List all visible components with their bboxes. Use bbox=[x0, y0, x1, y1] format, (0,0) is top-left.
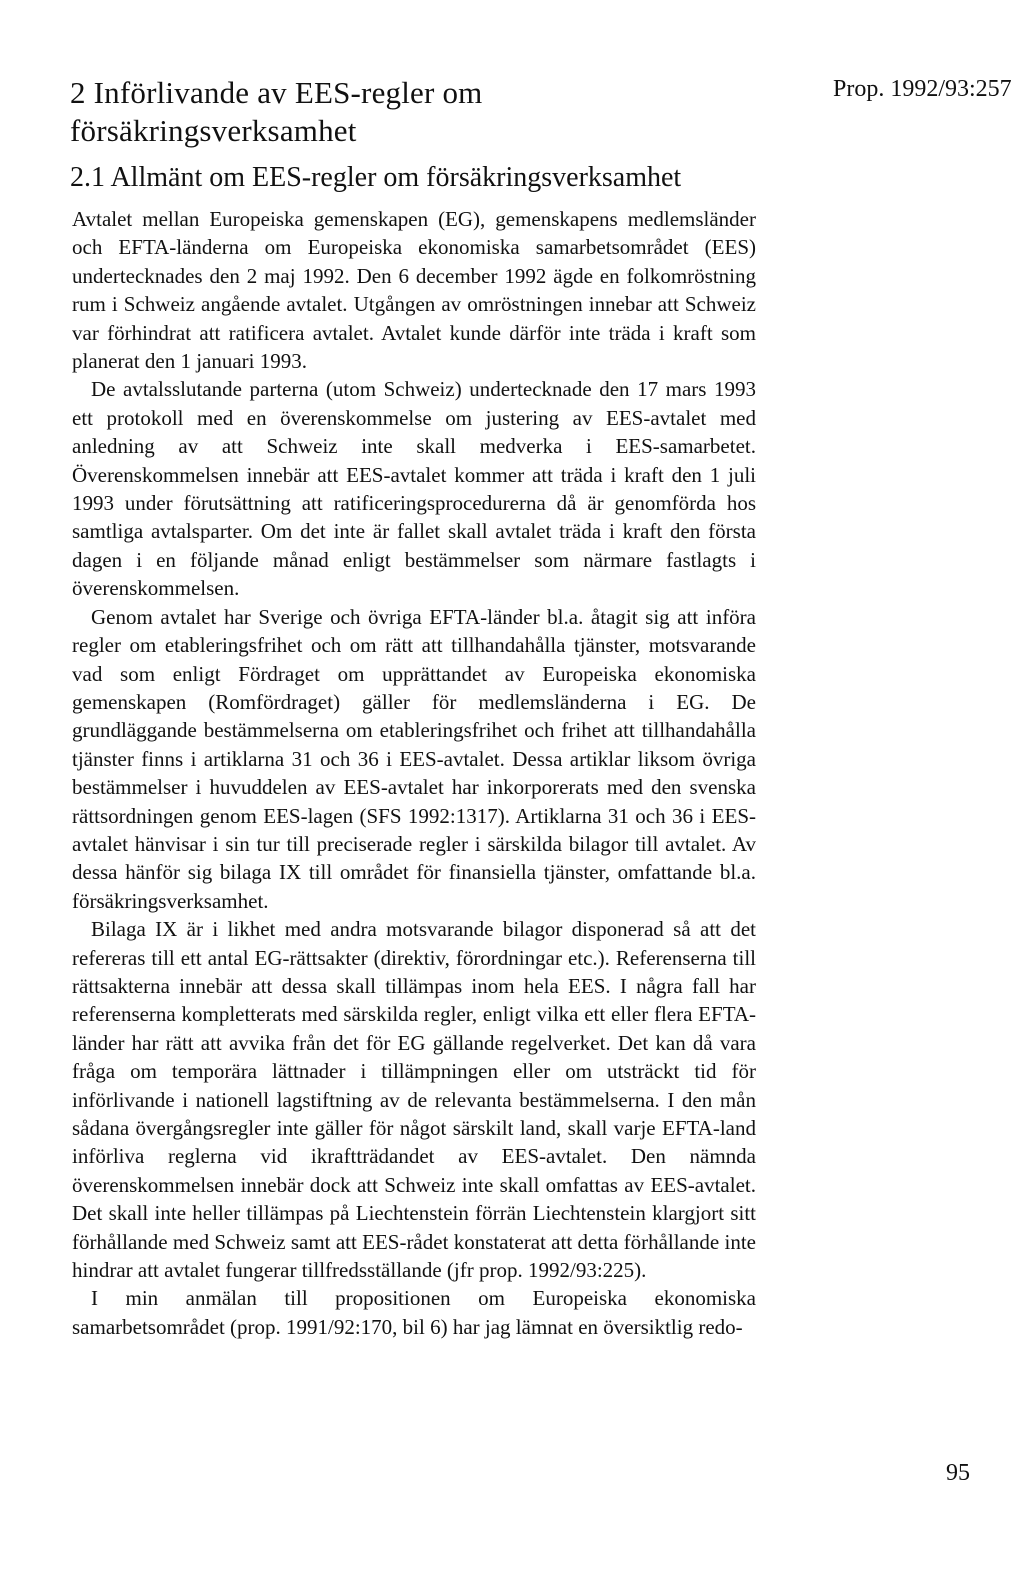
paragraph: Bilaga IX är i likhet med andra motsvarande bilagor disponerad så att det refereras till ett antal EG-rättsakter (direktiv, förordningar etc.). Referenserna till rättsakterna innebär att dessa skall tillämpas inom hela EES. I några fall har referenserna kompletterats med särskilda regler, enligt vilka ett eller flera EFTA-länder har rätt att avvika från det för EG gällande regelverket. Det kan då vara fråga om temporära lättnader i tillämpningen eller om utsträckt tid för införlivande i nationell lagstiftning av de relevanta bestämmelserna. I den mån sådana övergångsregler inte gäller för något särskilt land, skall varje EFTA-land införliva reglerna vid ikraftträdandet av EES-avtalet. Den nämnda överenskommelsen innebär dock att Schweiz inte skall omfattas av EES-avtalet. Det skall inte heller tillämpas på Liechtenstein förrän Liechtenstein klargjort sitt förhållande med Schweiz samt att EES-rådet konstaterat att detta förhållande inte hindrar att avtalet fungerar tillfredsställande (jfr prop. 1992/93:225). bbox=[72, 917, 756, 1283]
paragraph: De avtalsslutande parterna (utom Schweiz) undertecknade den 17 mars 1993 ett protokoll med en överenskommelse om justering av EES-avtalet med anledning av att Schweiz inte skall medverka i EES-samarbetet. Överenskommelsen innebär att EES-avtalet kommer att träda i kraft den 1 juli 1993 under förutsättning att ratificeringsprocedurerna då är genomförda hos samtliga avtalsparter. Om det inte är fallet skall avtalet träda i kraft den första dagen i en följande månad enligt bestämmelser som närmare fastlagts i överenskommelsen. bbox=[72, 377, 756, 601]
paragraph: I min anmälan till propositionen om Europeiska ekonomiska samarbetsområdet (prop. 1991/92:170, bil 6) har jag lämnat en översiktlig redo- bbox=[72, 1286, 756, 1339]
section-heading: 2.1 Allmänt om EES-regler om försäkringsverksamhet bbox=[70, 162, 682, 193]
chapter-title: 2 Införlivande av EES-regler om försäkringsverksamhet bbox=[70, 75, 483, 148]
proposition-reference: Prop. 1992/93:257 bbox=[833, 76, 1012, 102]
paragraph: Avtalet mellan Europeiska gemenskapen (EG), gemenskapens medlemsländer och EFTA-länderna om Europeiska ekonomiska samarbetsområdet (EES) undertecknades den 2 maj 1992. Den 6 december 1992 ägde en folkomröstning rum i Schweiz angående avtalet. Utgången av omröstningen innebar att Schweiz var förhindrat att ratificera avtalet. Avtalet kunde därför inte träda i kraft som planerat den 1 januari 1993. bbox=[72, 207, 756, 374]
body-text bbox=[72, 205, 756, 1341]
paragraph: Genom avtalet har Sverige och övriga EFTA-länder bl.a. åtagit sig att införa regler om etableringsfrihet och om rätt att tillhandahålla tjänster, motsvarande vad som enligt Fördraget om upprättandet av Europeiska ekonomiska gemenskapen (Romfördraget) gäller för medlemsländerna i EG. De grundläggande bestämmelserna om etableringsfrihet och frihet att tillhandahålla tjänster finns i artiklarna 31 och 36 i EES-avtalet. Dessa artiklar liksom övriga bestämmelser i huvuddelen av EES-avtalet har inkorporerats med den svenska rättsordningen genom EES-lagen (SFS 1992:1317). Artiklarna 31 och 36 i EES-avtalet hänvisar i sin tur till preciserade regler i särskilda bilagor till avtalet. Av dessa hänför sig bilaga IX till området för finansiella tjänster, omfattande bl.a. försäkringsverksamhet. bbox=[72, 604, 756, 913]
page-number: 95 bbox=[946, 1460, 970, 1486]
